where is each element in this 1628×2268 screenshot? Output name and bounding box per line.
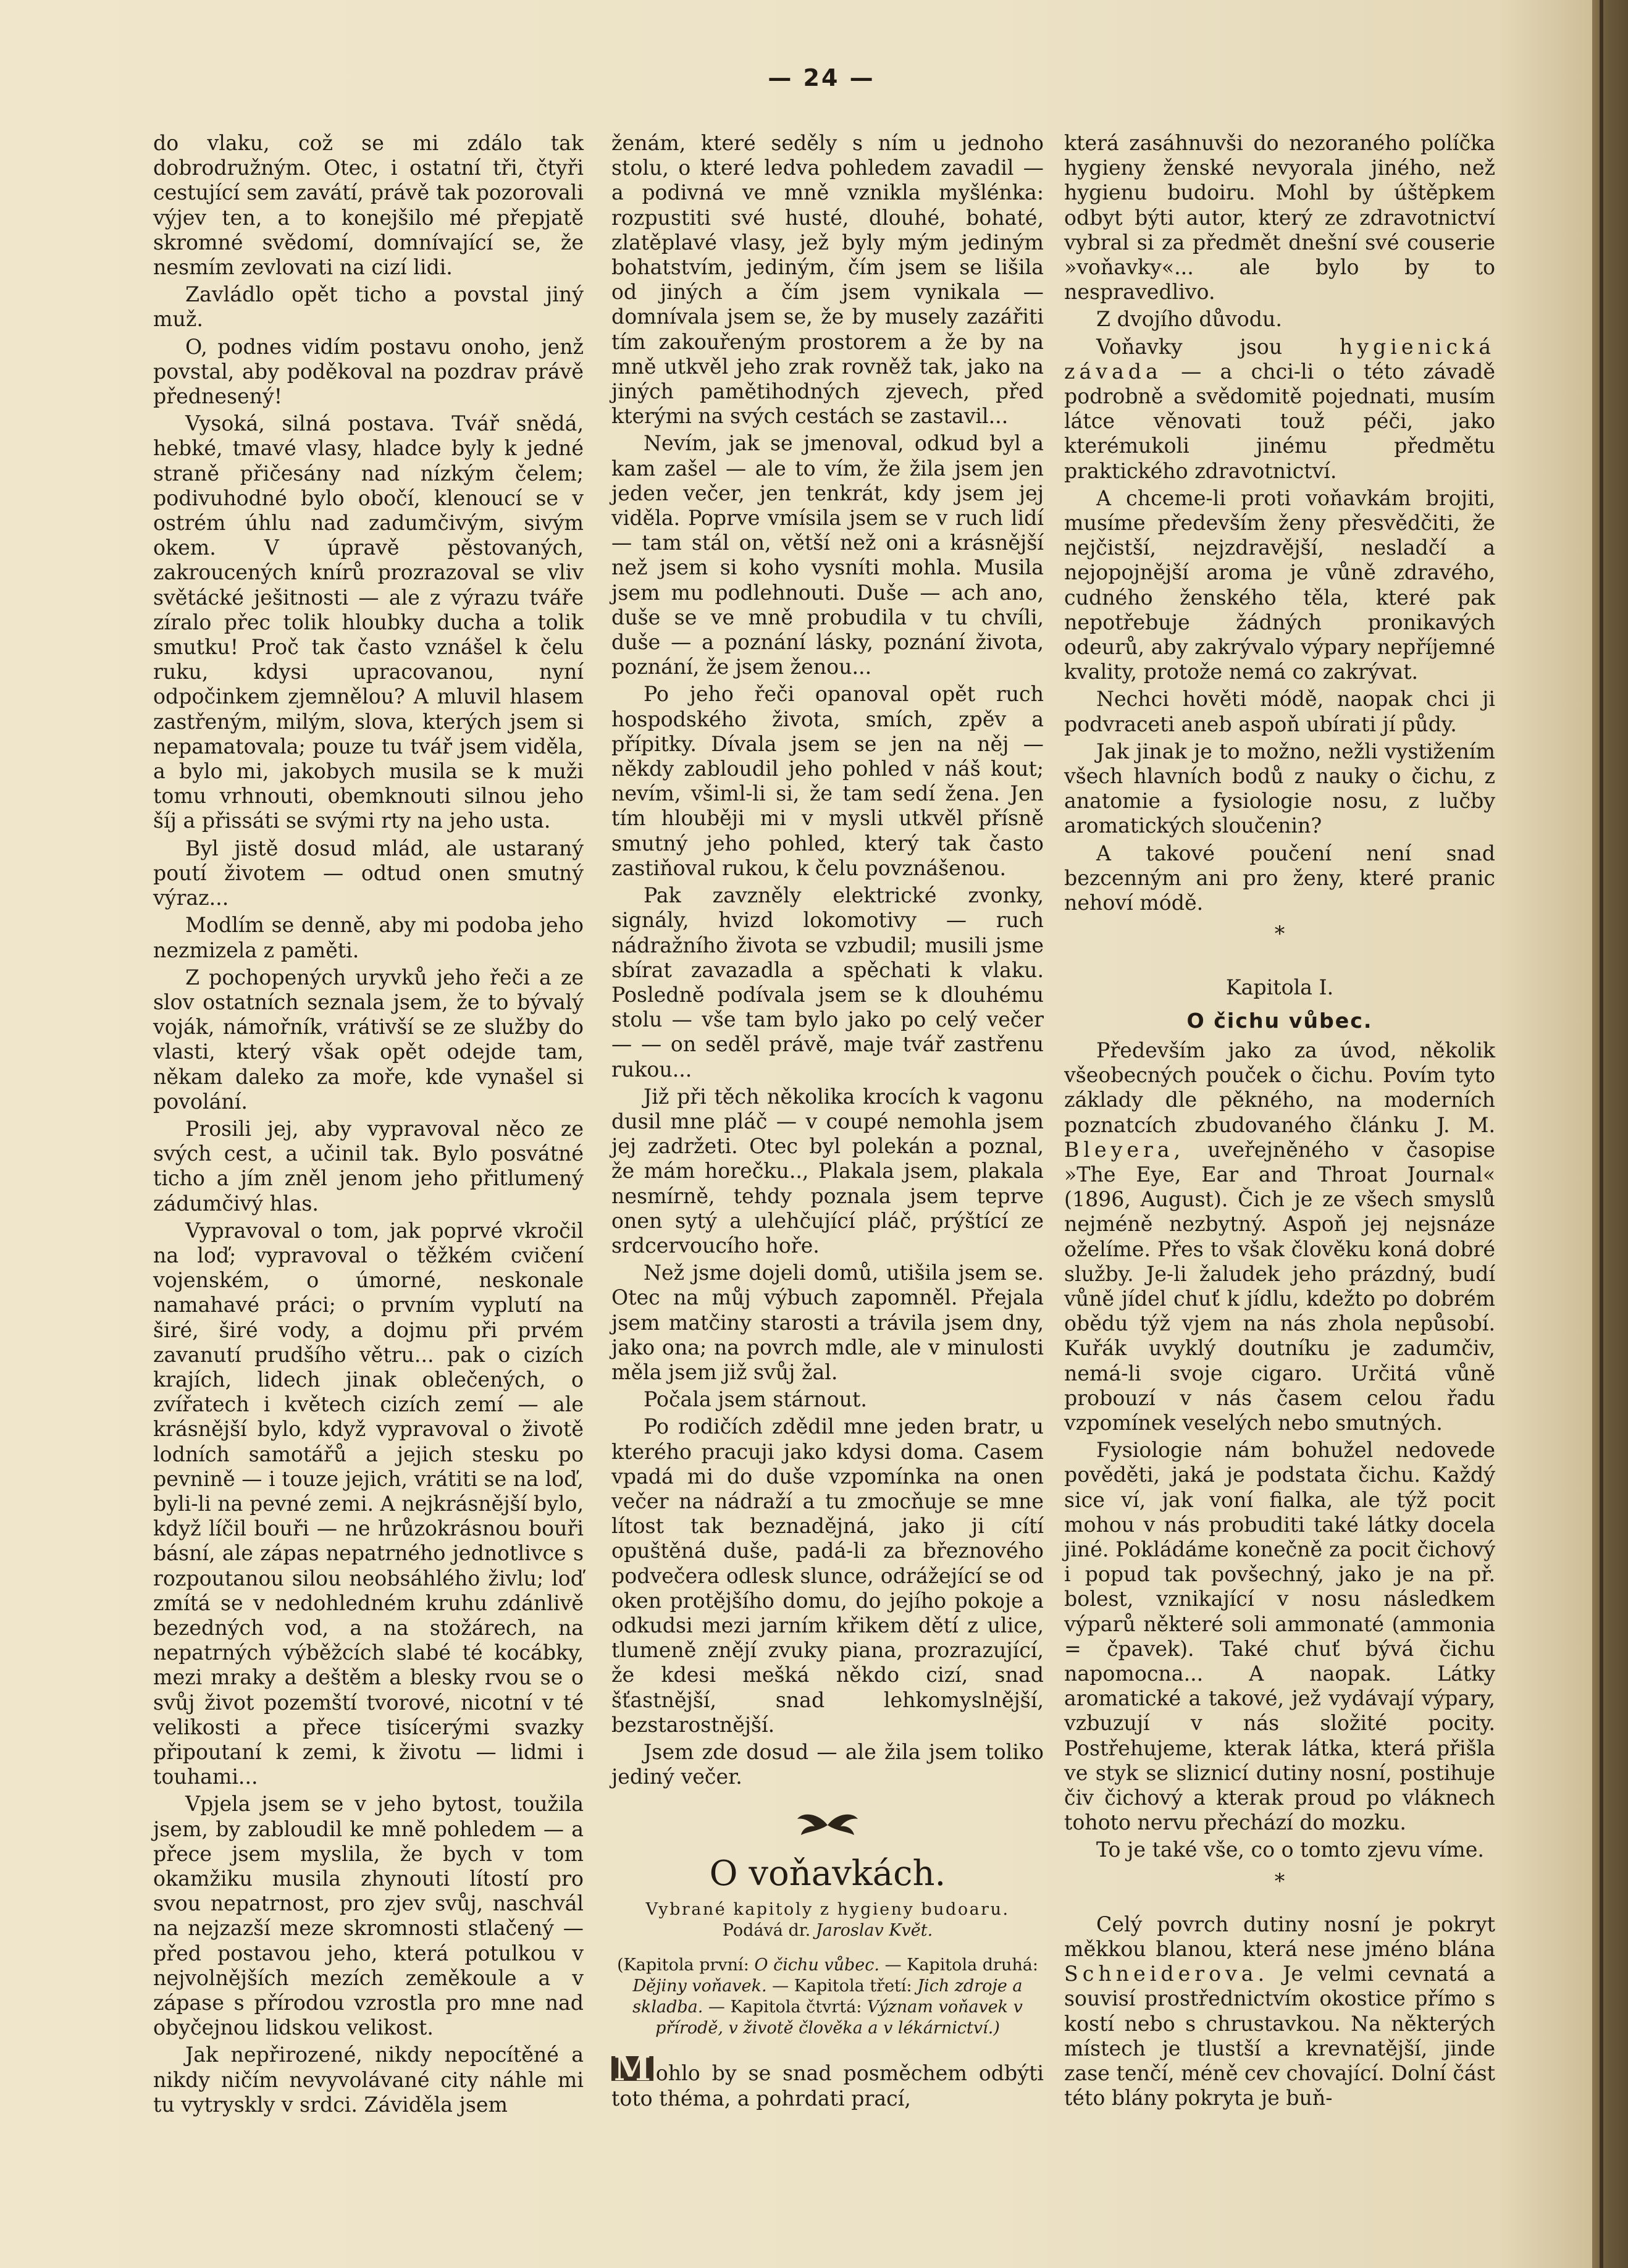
author-prefix: Podává dr. <box>722 1921 811 1941</box>
paragraph <box>1064 1038 1495 1435</box>
paragraph: A takové poučení není snad bezcenným ani pro ženy, které pranic nehoví módě. <box>1064 841 1495 915</box>
paragraph: Prosili jej, aby vypravoval něco ze svých cest, a učinil tak. Bylo posvátné ticho a jím zněl jenom jeho přitlumený zádumčivý hlas. <box>153 1116 584 1216</box>
paragraph: Nechci hověti módě, naopak chci ji podvraceti aneb aspoň ubírati jí půdy. <box>1064 687 1495 736</box>
paragraph: Vysoká, silná postava. Tvář snědá, hebké, tmavé vlasy, hladce byly k jedné straně přičesány nad nízkým čelem; podivuhodné bylo obočí, klenoucí se v ostrém úhlu nad zadumčivým, sivým okem. V úpravě pěstovaných, zakroucených knírů prozrazoval se vliv světácké ješitnosti — ale z výrazu tváře zíralo přec tolik hloubky ducha a tolik smutku! Proč tak často vznášel k čelu ruku, kdysi upracovanou, nyní odpočinkem zjemnělou? A mluvil hlasem zastřeným, milým, slova, kterých jsem si nepamatovala; pouze tu tvář jsem viděla, a bylo mi, jakobych musila se k muži tomu vrhnouti, obemknouti silnou jeho šíj a přissáti se svými rty na jeho usta. <box>153 411 584 833</box>
paragraph: ženám, které seděly s ním u jednoho stolu, o které ledva pohledem zavadil — a podivná ve mně vznikla myšlénka: rozpustiti své husté, dlouhé, bohaté, zlatěplavé vlasy, jež byly mým jediným bohatstvím, jediným, čím jsem se lišila od jiných a čím jsem vynikala — domnívala jsem se, že by musely zazářiti tím zakouřeným prostorem a že by na mně utkvěl jeho zrak rovněž tak, jako na jiných pamětihodných zjevech, před kterými na svých cestách se zastavil... <box>611 131 1044 429</box>
ornament-divider-icon <box>794 1810 862 1839</box>
contents-label: (Kapitola první: <box>617 1955 749 1975</box>
article-author-line <box>611 1920 1044 1941</box>
first-paragraph-text: ohlo by se snad posměchem odbýti toto théma, a pohrdati prací, <box>611 2061 1044 2110</box>
paragraph: Fysiologie nám bohužel nedovede pověděti, jaká je podstata čichu. Každý sice ví, jak voní fialka, ale týž pocit mohou v nás probuditi také látky docela jiné. Pokládáme konečně za pocit čichový i popud tak povšechný, jako je na př. bolest, vznikající v nosu následkem výparů některé soli ammonaté (ammonia = čpavek). Také chuť bývá čichu napomocna... A naopak. Látky aromatické a takové, jež vydávají výpary, vzbuzují v nás složité pocity. Postřehujeme, kterak látka, která přišla ve styk se sliznicí dutiny nosní, postihuje čiv čichový a kterak proud po vláknech tohoto nervu přechází do mozku. <box>1064 1438 1495 1835</box>
paragraph: Po jeho řeči opanoval opět ruch hospodského života, smích, zpěv a přípitky. Dívala jsem se jen na něj — někdy zabloudil jeho pohled v náš kout; nevím, všiml-li si, že tam sedí žena. Jen tím hlouběji mi v mysli utkvěl přísně smutný jeho pohled, který tak často zastiňoval rukou, k čelu povznášenou. <box>611 682 1044 880</box>
contents-label: — Kapitola třetí: <box>772 1976 912 1996</box>
paragraph: To je také vše, co o tomto zjevu víme. <box>1096 1838 1484 1862</box>
paragraph: Zavládlo opět ticho a povstal jiný muž. <box>153 282 584 332</box>
chapter-heading: Kapitola I. <box>1225 975 1334 999</box>
drop-cap: M <box>611 2056 653 2081</box>
spaced-emphasis: Bleyera, <box>1064 1137 1185 1162</box>
page-number: — 24 — <box>768 64 875 91</box>
text-run: Je velmi cevnatá a souvisí prostřednictvím okostice přímo s kostí nebo s chrustavkou. Na některých místech je tlustší a krevnatější, jinde zase tenčí, méně cev chovající. Dolní část této blány pokryta je buň- <box>1064 1962 1495 2110</box>
paragraph: Již při těch několika krocích k vagonu dusil mne pláč — v coupé nemohla jsem jej zadržeti. Otec byl polekán a poznal, že mám horečku.., Plakala jsem, plakala nesmírně, tehdy poznala jsem teprve onen sytý a ulehčující pláč, prýštící ze srdcervoucího hoře. <box>611 1084 1044 1258</box>
text-run: Celý povrch dutiny nosní je pokryt měkkou blanou, která nese jméno blána <box>1064 1912 1495 1962</box>
contents-title: Dějiny voňavek. <box>632 1976 767 1996</box>
paragraph: Po rodičích zdědil mne jeden bratr, u kterého pracuji jako kdysi doma. Casem vpadá mi do duše vzpomínka na onen večer na nádraží a tu zmocňuje se mne lítost tak beznadějná, jako ji cítí opuštěná duše, padá-li za březnového podvečera odlesk slunce, odrážející se od oken protějšího domu, do jejího pokoje a odkudsi mezi jarním křikem dětí z ulice, tlumeně znějí zvuky piana, prozrazující, že kdesi mešká někdo cizí, snad šťastnější, snad lehkomyslnější, bezstarostnější. <box>611 1414 1044 1737</box>
section-separator: * <box>1274 922 1285 946</box>
text-run: Voňavky jsou <box>1096 334 1283 359</box>
paragraph: Jak jinak je to možno, nežli vystižením všech hlavních bodů z nauky o čichu, z anatomie a fysiologie nosu, z lučby aromatických sloučenin? <box>1064 739 1495 838</box>
section-separator: * <box>1274 1868 1285 1893</box>
paragraph: Vpjela jsem se v jeho bytost, toužila jsem, by zabloudil ke mně pohledem — a přece jsem myslila, že bych v tom okamžiku musila zhynouti lítostí pro svou nepatrnost, pro zjev svůj, naschvál na nejzazší meze skromnosti stlačený — před postavou jeho, která potulkou v nejvolnějších mezích zeměkoule a v zápase s přírodou vzrostla pro mne nad obyčejnou lidskou velikost. <box>153 1792 584 2040</box>
spaced-emphasis: Schneiderova. <box>1064 1962 1269 1986</box>
paragraph: Než jsme dojeli domů, utišila jsem se. Otec na můj výbuch zapomněl. Přejala jsem matčiny starosti a trávila jsem dny, jako ona; na povrch mdle, ale v minulosti měla jsem již svůj žal. <box>611 1261 1044 1384</box>
section-heading: O čichu vůbec. <box>1186 1008 1373 1033</box>
paragraph: Byl jistě dosud mlád, ale ustaraný poutí životem — odtud onen smutný výraz... <box>153 836 584 910</box>
text-run: Především jako za úvod, několik všeobecných pouček o čichu. Povím tyto základy dle pěkného, na moderních poznatcích zbudovaného článku J. M. <box>1064 1038 1495 1137</box>
paragraph: O, podnes vidím postavu onoho, jenž povstal, aby poděkoval na pozdrav právě přednesený! <box>153 334 584 409</box>
contents-title: O čichu vůbec. <box>754 1955 879 1975</box>
paragraph: Pak zavzněly elektrické zvonky, signály, hvizd lokomotivy — ruch nádražního života se vzbudil; musili jsme sbírat zavazadla a spěchati k vlaku. Posledně podívala jsem se k dlouhému stolu — vše tam bylo jako po celý večer — — on seděl právě, maje tvář zastřenu rukou... <box>611 883 1044 1082</box>
paragraph: Modlím se denně, aby mi podoba jeho nezmizela z paměti. <box>153 913 584 962</box>
paragraph <box>1064 335 1495 484</box>
article-contents <box>611 1955 1044 2039</box>
article-title: O voňavkách. <box>709 1854 946 1894</box>
contents-label: — Kapitola čtvrtá: <box>708 1997 862 2017</box>
paragraph: Jsem zde dosud — ale žila jsem toliko jediný večer. <box>611 1740 1044 1789</box>
paragraph: do vlaku, což se mi zdálo tak dobrodružným. Otec, i ostatní tři, čtyři cestující sem zavátí, právě tak pozorovali výjev ten, a to konejšilo mé přepjatě skromné svědomí, domnívající se, že nesmím zevlovati na cizí lidi. <box>153 131 584 280</box>
text-column-2 <box>611 131 1044 2114</box>
text-column-3 <box>1064 131 1495 2113</box>
contents-title: Jich zdroje a skladba. <box>632 1976 1023 2017</box>
paragraph: Z dvojího důvodu. <box>1096 307 1282 332</box>
paragraph: Vypravoval o tom, jak poprvé vkročil na loď; vypravoval o těžkém cvičení vojenském, o úmorné, neskonale namahavé práci; o prvním vyplutí na širé, širé vody, a dojmu při prvém zavanutí prudšího větru... pak o cizích krajích, lidech jinak oblečených, o zvířatech i květech cizích zemí — ale krásnější bylo, když vypravoval o životě lodních samotářů a jejich stesku po pevnině — i touze jejich, vrátiti se na loď, byli-li na pevné zemi. A nejkrásnější bylo, když líčil bouři — ne hrůzokrásnou bouři básní, ale zápas nepatrného jednotlivce s rozpoutanou silou neobsáhlého živlu; loď zmítá se v nedohledném kruhu zdánlivě bezedných vod, a na stožárech, na nepatrných výběžcích slabé té kocábky, mezi mraky a deštěm a blesky rvou se o svůj život pozemští tvorové, nicotní v té velikosti a přece tisícerými svazky připoutaní k zemi, k životu — lidmi i touhami... <box>153 1218 584 1789</box>
article-subtitle: Vybrané kapitoly z hygieny budoaru. <box>645 1900 1010 1920</box>
spaced-emphasis: hygienická závada <box>1064 334 1495 384</box>
spine-shadow-line <box>1600 0 1603 2268</box>
author-name: Jaroslav Květ. <box>815 1921 933 1941</box>
text-run: — a chci-li o této závadě podrobně a svědomitě pojednati, musím látce věnovati touž péči, jako kterémukoli jinému předmětu praktického zdravotnictví. <box>1064 359 1495 483</box>
paragraph: Jak nepřirozené, nikdy nepocítěné a nikdy ničím nevyvolávané city náhle mi tu vytryskly v srdci. Záviděla jsem <box>153 2043 584 2117</box>
paragraph: Počala jsem stárnout. <box>644 1387 867 1412</box>
paragraph: Z pochopených uryvků jeho řeči a ze slov ostatních seznala jsem, že to bývalý voják, námořník, vrátivší se ze služby do vlasti, který však opět odejde tam, někam daleko za moře, kde vynašel si povolání. <box>153 965 584 1114</box>
paragraph: která zasáhnuvši do nezoraného políčka hygieny ženské nevyorala jiného, než hygienu budoiru. Mohl by úštěpkem odbyt býti autor, který ze zdravotnictví vybral si za předmět dnešní své couserie »voňavky«... ale bylo by to nespravedlivo. <box>1064 131 1495 304</box>
text-column-1 <box>153 131 584 2120</box>
text-run: uveřejněného v časopise »The Eye, Ear and Throat Journal« (1896, August). Čich je ze všech smyslů nejméně nezbytný. Aspoň jej nejsnáze oželíme. Přes to však člověku koná dobré služby. Je-li žaludek jeho prázdný, budí vůně jídel chuť k jídlu, kdežto po dobrém obědu týž vjem na nás zhola nepůsobí. Kuřák uvyklý doutníku je zadumčiv, nemá-li svoje cigaro. Určitá vůně probouzí v nás časem celou řadu vzpomínek veselých nebo smutných. <box>1064 1137 1495 1435</box>
contents-title: Význam voňavek v přírodě, v životě člověka a v lékárnictví.) <box>655 1997 1023 2038</box>
article-first-paragraph <box>611 2049 1044 2110</box>
book-spine-edge <box>1592 0 1628 2268</box>
contents-label: — Kapitola druhá: <box>884 1955 1038 1975</box>
paragraph: A chceme-li proti voňavkám brojiti, musíme především ženy přesvědčiti, že nejčistší, nejzdravější, nesladčí a nejopojnější aroma je vůně zdravého, cudného ženského těla, které pak nepotřebuje žádných pronikavých odeurů, aby zakrývalo výpary nepříjemné kvality, protože nemá co zakrývat. <box>1064 485 1495 684</box>
paragraph: Nevím, jak se jmenoval, odkud byl a kam zašel — ale to vím, že žila jsem jen jeden večer, jen tenkrát, kdy jsem jej viděla. Poprve vmísila jsem se v ruch lidí — tam stál on, větší než oni a krásnější než jsem si koho vysníti mohla. Musila jsem mu podlehnouti. Duše — ach ano, duše se ve mně probudila v tu chvíli, duše — a poznání lásky, poznání života, poznání, že jsem ženou... <box>611 431 1044 679</box>
paragraph <box>1064 1912 1495 2111</box>
